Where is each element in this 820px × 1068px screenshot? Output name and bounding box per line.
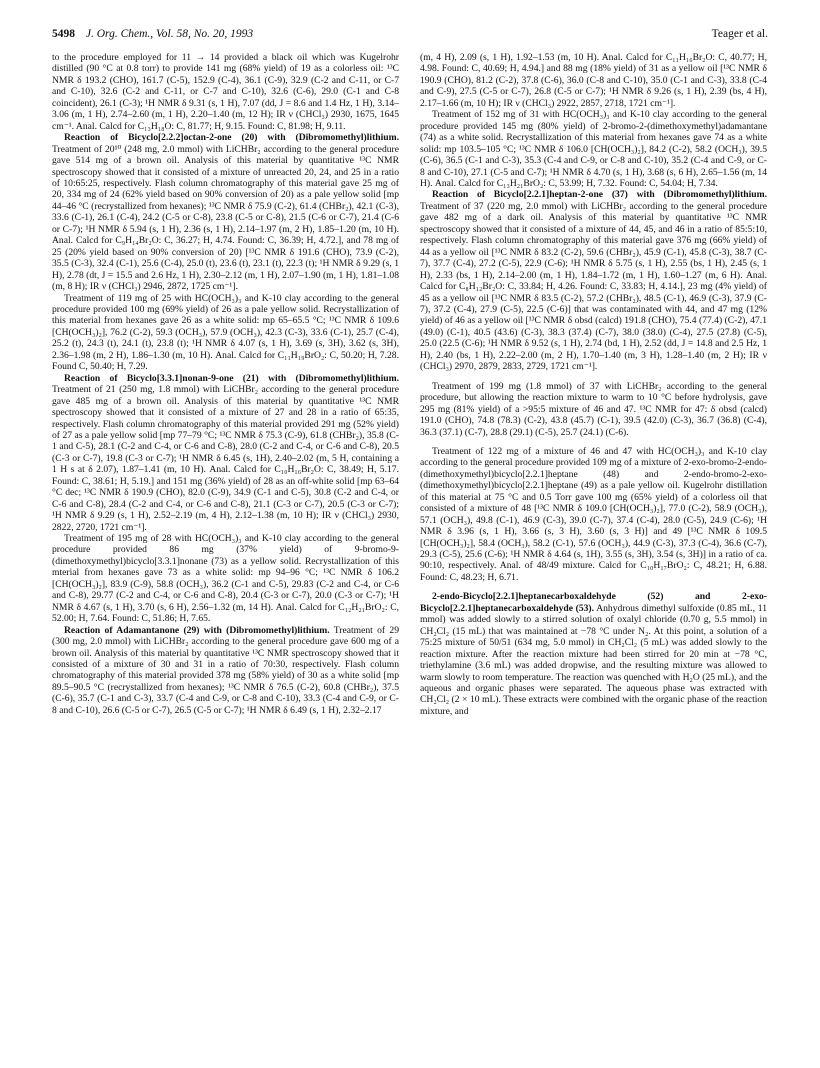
paragraph [52,293,399,373]
paragraph-text: Anhydrous dimethyl sulfoxide (0.85 mL, 11 mmol) was added slowly to a stirred solution of oxalyl chloride (0.70 g, 5.5 mmol) in CH₂Cl₂ (15 mL) that was maintained at −78 °C under N₂. At this point, a solution of a 75:25 mixture of 50/51 (634 mg, 5.0 mmol) in CH₂Cl₂ (5 mL) was added slowly to the reaction mixture. After the reaction mixture had been stirred for 20 min at −78 °C, triethylamine (3.6 mL) was added dropwise, and the resulting mixture was allowed to warm slowly to room temperature. The reaction was quenched with H₂O (25 mL), and the aqueous and organic phases were separated. The aqueous phase was extracted with CH₂Cl₂ (2 × 10 mL). These extracts were combined with the organic phase of the reaction mixture, and [420,602,767,717]
paragraph-text: Treatment of 152 mg of 31 with HC(OCH₃)₃ and K-10 clay according to the general procedure provided 145 mg (80% yield) of 2-bromo-2-(dimethoxymethyl)adamantane (74) as a white solid. Recrystallization of this material from hexanes gave 74 as a white solid: mp 103.5–105 °C; ¹³C NMR δ 106.0 [CH(OCH₃)₂], 84.2 (C-2), 58.2 (OCH₃), 39.5 (C-6), 36.5 (C-1 and C-3), 35.3 (C-4 and C-9, or C-8 and C-10), 35.2 (C-4 and C-9, or C-8 and C-10), 27.1 (C-5 and C-7); ¹H NMR δ 4.70 (s, 1 H), 3.68 (s, 6 H), 2.65–1.56 (m, 14 H). Anal. Calcd for C₁₃H₂₁BrO₂: C, 53.99; H, 7.32. Found: C, 54.04; H, 7.34. [420,109,767,189]
running-header [52,28,768,46]
running-author: Teager et al. [711,28,768,40]
paragraph-text: Treatment of 122 mg of a mixture of 46 and 47 with HC(OCH₃)₃ and K-10 clay according to the general procedure provided 109 mg of a mixture of 2-exo-bromo-2-endo-(dimethoxymethyl)bicyclo[2.2.1]heptane (48) and 2-endo-bromo-2-exo-(dimethoxymethyl)bicyclo[2.2.1]heptane (49) as a pale yellow oil. Kugelrohr distillation of this material at 75 °C and 0.5 Torr gave 100 mg (65% yield) of a colorless oil that consisted of a mixture of 48 [¹³C NMR δ 109.0 [CH(OCH₃)₂], 77.0 (C-2), 58.9 (OCH₃), 57.1 (OCH₃), 49.8 (C-1), 46.9 (C-3), 39.0 (C-7), 37.4 (C-4), 28.0 (C-5), 24.9 (C-6); ¹H NMR δ 3.96 (s, 1 H), 3.66 (s, 3 H), 3.60 (s, 3 H)] and 49 [¹³C NMR δ 109.5 [CH(OCH₃)₂], 58.4 (OCH₃), 58.2 (C-1), 57.6 (OCH₃), 44.9 (C-3), 37.3 (C-4), 36.6 (C-7), 29.3 (C-5), 25.6 (C-6); ¹H NMR δ 4.64 (s, 1H), 3.55 (s, 3H), 3.54 (s, 3H)] in a ratio of ca. 90:10, respectively. Anal. of 48/49 mixture. Calcd for C₁₀H₁₇BrO₂: C, 48.21; H, 6.88. Found: C, 48.23; H, 6.71. [420,445,767,583]
paragraph [52,132,399,292]
paragraph [420,591,767,717]
paragraph [52,52,399,132]
journal-citation: J. Org. Chem., Vol. 58, No. 20, 1993 [85,28,254,40]
paragraph-text: Treatment of 20¹⁰ (248 mg, 2.0 mmol) with LiCHBr₂ according to the general procedure gave 514 mg of a brown oil. Analysis of this material by quantitative ¹³C NMR spectroscopy showed that it consisted of a mixture of unreacted 20, 24, and 25 in a ratio of 10:65:25, respectively. Flash column chromatography of this material gave 25 mg of 20, 334 mg of 24 (62% yield based on 90% conversion of 20) as a pale yellow solid [mp 44–46 °C (recrystallized from hexanes); ¹³C NMR δ 75.9 (C-2), 61.4 (CHBr₂), 42.1 (C-3), 33.6 (C-1), 26.1 (C-4), 24.2 (C-5 or C-8), 23.8 (C-5 or C-8), 21.5 (C-6 or C-7), 21.4 (C-6 or C-7); ¹H NMR δ 5.94 (s, 1 H), 2.36 (s, 1 H), 2.14–1.97 (m, 2 H), 1.85–1.20 (m, 10 H). Anal. Calcd for C₉H₁₄Br₂O: C, 36.27; H, 4.74. Found: C, 36.39; H, 4.72.], and 78 mg of 25 (20% yield based on 90% conversion of 20) [¹³C NMR δ 191.6 (CHO), 73.9 (C-2), 35.5 (C-3), 32.4 (C-1), 25.6 (C-4), 25.0 (t), 23.6 (t), 23.1 (t), 22.3 (t); ¹H NMR δ 9.29 (s, 1 H), 2.78 (dt, J = 15.5 and 2.6 Hz, 1 H), 2.30–2.12 (m, 1 H), 2.07–1.90 (m, 1 H), 1.81–1.08 (m, 8 H); IR ν (CHCl₃) 2946, 2872, 1725 cm⁻¹]. [52,143,399,293]
paragraph [420,109,767,189]
paragraph [52,373,399,533]
paragraph [420,189,767,372]
paragraph-text: Treatment of 195 mg of 28 with HC(OCH₃)₃ and K-10 clay according to the general procedure provided 86 mg (37% yield) of 9-bromo-9-(dimethoxymethyl)bicyclo[3.3.1]nonane (73) as a yellow solid. Recrystallization of this mterial from hexanes gave 73 as a white solid: mp 94–96 °C; ¹³C NMR δ 106.2 [CH(OCH₃)₂], 83.9 (C-9), 58.8 (OCH₃), 36.2 (C-1 and C-5), 29.83 (C-2 and C-4, or C-6 and C-8), 29.77 (C-2 and C-4, or C-6 and C-8), 20.4 (C-3 or C-7), 20.0 (C-3 or C-7); ¹H NMR δ 4.67 (s, 1 H), 3.70 (s, 6 H), 2.56–1.32 (m, 14 H). Anal. Calcd for C₁₂H₂₁BrO₂: C, 52.00; H, 7.64. Found: C, 51.86; H, 7.65. [52,533,399,625]
left-column [52,52,399,716]
paragraph-text: Treatment of 199 mg (1.8 mmol) of 37 with LiCHBr₂ according to the general procedure, but allowing the reaction mixture to warm to 10 °C before hydrolysis, gave 295 mg (81% yield) of a >95:5 mixture of 46 and 47. ¹³C NMR for 47: δ obsd (calcd) 191.0 (CHO), 74.8 (78.3) (C-2), 43.8 (45.7) (C-1), 39.5 (42.0) (C-3), 36.7 (36.8) (C-4), 36.3 (37.1) (C-7), 28.8 (29.1) (C-5), 25.7 (24.1) (C-6). [420,380,767,438]
paragraph [420,52,767,109]
paragraph-text: Treatment of 21 (250 mg, 1.8 mmol) with LiCHBr₂ according to the general procedure gave 485 mg of a brown oil. Analysis of this material by quantitative ¹³C NMR spectroscopy showed that it consisted of a mixture of 27 and 28 in a ratio of 65:35, respectively. Flash column chromatography of this material provided 291 mg (52% yield) of 27 as a pale yellow solid [mp 77–79 °C; ¹³C NMR δ 75.3 (C-9), 61.8 (CHBr₂), 35.8 (C-1 and C-5), 28.1 (C-2 and C-4, or C-6 and C-8), 28.0 (C-2 and C-4, or C-6 and C-8), 20.5 (C-3 or C-7), 19.8 (C-3 or C-7); ¹H NMR δ 6.45 (s, 1H), 2.40–2.02 (m, 5 H, containing a 1 H s at δ 2.07), 1.87–1.41 (m, 10 H). Anal. Calcd for C₁₀H₁₆Br₂O: C, 38.49; H, 5.17. Found: C, 38.61; H, 5.19.] and 151 mg (36% yield) of 28 as an off-white solid [mp 63–64 °C dec; ¹³C NMR δ 190.9 (CHO), 82.0 (C-9), 34.9 (C-1 and C-5), 30.8 (C-2 and C-4, or C-6 and C-8), 28.4 (C-2 and C-4, or C-6 and C-8), 21.1 (C-3 or C-7), 20.5 (C-3 or C-7); ¹H NMR δ 9.29 (s, 1 H), 2.52–2.19 (m, 4 H), 2.12–1.38 (m, 10 H); IR ν (CHCl₃) 2930, 2822, 2720, 1721 cm⁻¹]. [52,384,399,533]
paragraph-text: to the procedure employed for 11 → 14 provided a black oil which was Kugelrohr distilled (90 °C at 0.8 torr) to provide 141 mg (68% yield) of 19 as a colorless oil: ¹³C NMR δ 193.2 (CHO), 161.7 (C-5), 152.9 (C-4), 36.1 (C-9), 32.9 (C-2 and C-11, or C-7 and C-10), 32.6 (C-2 and C-11, or C-7 and C-10), 32.6 (C-6), 29.0 (C-1 and C-8 coincident), 26.1 (C-3); ¹H NMR δ 9.31 (s, 1 H), 7.07 (dd, J = 8.6 and 1.4 Hz, 1 H), 3.14–3.06 (m, 1 H), 2.74–2.60 (m, 1 H), 2.20–1.40 (m, 12 H); IR ν (CHCl₃) 2930, 1675, 1645 cm⁻¹. Anal. Calcd for C₁₃H₁₈O: C, 81.77; H, 9.15. Found: C, 81.98; H, 9.11. [52,52,399,132]
paragraph [52,625,399,717]
section-heading: Reaction of Adamantanone (29) with (Dibromomethyl)lithium. [64,624,330,636]
paragraph-text: Treatment of 119 mg of 25 with HC(OCH₃)₃ and K-10 clay according to the general procedure provided 100 mg (69% yield) of 26 as a pale yellow solid. Recrystallization of this material from hexanes gave 26 as a white solid: mp 65–65.5 °C; ¹³C NMR δ 109.6 [CH(OCH₃)₂], 76.2 (C-2), 59.3 (OCH₃), 57.9 (OCH₃), 42.3 (C-3), 33.6 (C-1), 25.7 (C-4), 25.2 (t), 24.3 (t), 24.1 (t), 23.8 (t); ¹H NMR δ 4.07 (s, 1 H), 3.69 (s, 3H), 3.62 (s, 3H), 2.36–1.98 (m, 2 H), 1.86–1.30 (m, 10 H). Anal. Calcd for C₁₁H₁₉BrO₂: C, 50.20; H, 7.28. Found C, 50.40; H, 7.29. [52,292,399,373]
right-column [420,52,767,717]
section-heading: 2-endo-Bicyclo[2.2.1]heptanecarboxaldehyde (52) and 2-exo-Bicyclo[2.2.1]heptanecarboxaldehyde (53). [420,591,767,614]
section-heading: Reaction of Bicyclo[3.3.1]nonan-9-one (21) with (Dibromomethyl)lithium. [64,372,399,384]
paragraph-text: (m, 4 H), 2.09 (s, 1 H), 1.92–1.53 (m, 10 H). Anal. Calcd for C₁₁H₁₆Br₂O: C, 40.77; H, 4.98. Found: C, 40.69; H, 4.94.] and 88 mg (18% yield) of 31 as a yellow oil [¹³C NMR δ 190.9 (CHO), 81.2 (C-2), 37.8 (C-6), 36.0 (C-8 and C-10), 35.0 (C-1 and C-3), 33.8 (C-4 and C-9), 27.5 (C-5 or C-7), 26.8 (C-5 or C-7); ¹H NMR δ 9.26 (s, 1 H), 2.39 (bs, 4 H), 2.17–1.66 (m, 10 H); IR ν (CHCl₃) 2922, 2857, 2718, 1721 cm⁻¹]. [420,52,767,109]
paragraph [420,446,767,583]
paragraph-text: Treatment of 29 (300 mg, 2.0 mmol) with LiCHBr₂ according to the general procedure gave 600 mg of a brown oil. Analysis of this material by quantitative ¹³C NMR spectroscopy showed that it consisted of a mixture of 30 and 31 in a ratio of 70:30, respectively. Flash column chromatography of this material provided 378 mg (58% yield) of 30 as a white solid [mp 89.5–90.5 °C (recrystallized from hexanes); ¹³C NMR δ 76.5 (C-2), 60.8 (CHBr₂), 37.5 (C-6), 35.7 (C-1 and C-3), 33.7 (C-4 and C-9, or C-8 and C-10), 33.3 (C-4 and C-9, or C-8 and C-10), 26.6 (C-5 or C-7), 26.5 (C-5 or C-7); ¹H NMR δ 6.49 (s, 1 H), 2.32–2.17 [52,624,400,716]
page-number: 5498 [52,28,75,40]
section-heading: Reaction of Bicyclo[2.2.2]octan-2-one (20) with (Dibromomethyl)lithium. [64,132,399,144]
paragraph-text: Treatment of 37 (220 mg, 2.0 mmol) with LiCHBr₂ according to the general procedure gave 482 mg of a dark oil. Analysis of this material by quantitative ¹³C NMR spectroscopy showed that it consisted of a mixture of 44, 45, and 46 in a ratio of 85:5:10, respectively. Flash column chromatography of this material gave 376 mg (66% yield) of 44 as a yellow oil [¹³C NMR δ 83.2 (C-2), 59.6 (CHBr₂), 45.9 (C-1), 45.8 (C-3), 38.7 (C-7), 37.7 (C-4), 27.2 (C-5), 22.9 (C-6); ¹H NMR δ 5.75 (s, 1 H), 2.55 (bs, 1 H), 2.45 (s, 1 H), 2.33 (bs, 1 H), 2.14–2.00 (m, 1 H), 1.84–1.72 (m, 1 H), 1.60–1.27 (m, 6 H). Anal. Calcd for C₈H₁₂Br₂O: C, 33.84; H, 4.26. Found: C, 33.83; H, 4.14.], 23 mg (4% yield) of 45 as a yellow oil [¹³C NMR δ 83.5 (C-2), 57.2 (CHBr₂), 48.5 (C-1), 46.9 (C-3), 37.9 (C-7), 37.2 (C-4), 27.9 (C-5), 22.5 (C-6)] that was contaminated with 44, and 47 mg (12% yield) of 46 as a yellow oil [¹³C NMR δ obsd (calcd) 191.8 (CHO), 75.4 (77.4) (C-2), 47.1 (49.0) (C-1), 40.5 (43.6) (C-3), 38.3 (37.4) (C-7), 38.0 (38.0) (C-4), 27.5 (27.8) (C-5), 25.0 (22.5 (C-6); ¹H NMR δ 9.52 (s, 1 H), 2.74 (bd, 1 H), 2.52 (dd, J = 14.8 and 2.5 Hz, 1 H), 2.40 (bs, 1 H), 2.22–2.00 (m, 2 H), 1.70–1.40 (m, 3 H), 1.28–1.40 (m, 2 H); IR ν (CHCl₃) 2970, 2879, 2833, 2729, 1721 cm⁻¹]. [420,200,767,373]
paragraph [52,533,399,625]
section-heading: Reaction of Bicyclo[2.2.1]heptan-2-one (37) with (Dibromomethyl)lithium. [432,189,767,201]
paragraph [420,381,767,438]
